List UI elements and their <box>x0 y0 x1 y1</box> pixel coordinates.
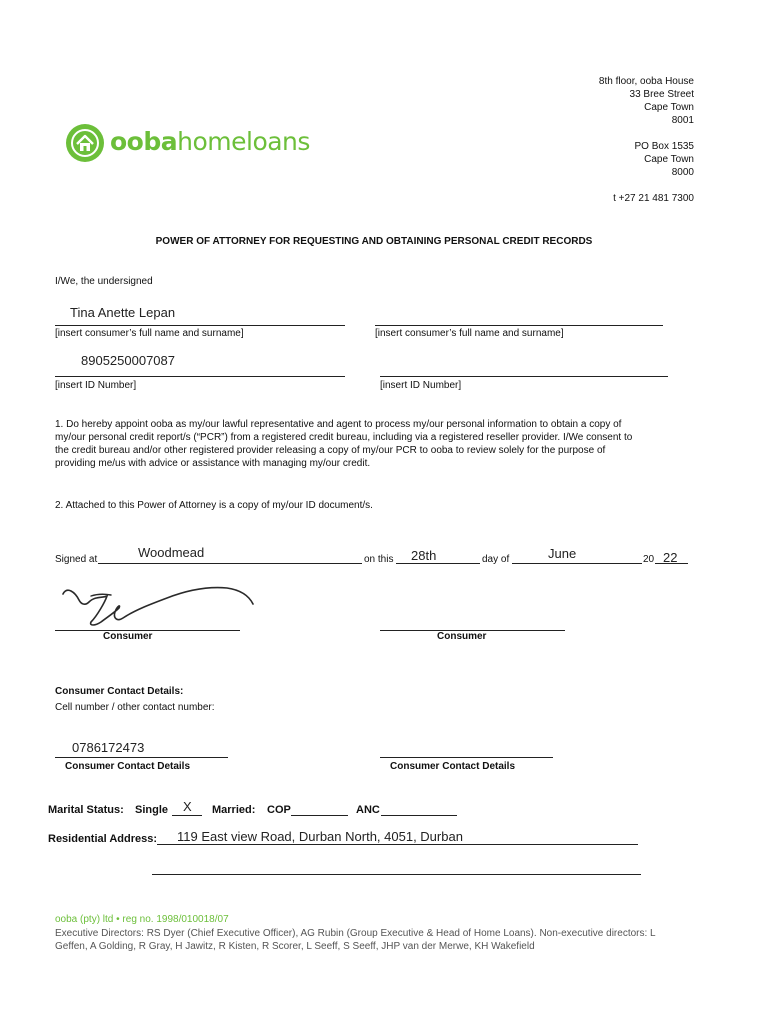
house-icon <box>66 124 104 162</box>
footer-company: ooba (pty) ltd • reg no. 1998/010018/07 <box>55 914 229 925</box>
cop-line <box>291 815 348 816</box>
married-label: Married: <box>212 804 256 816</box>
clause-1-line: providing me/us with advice or assistance with managing my/our credit. <box>55 458 371 469</box>
consumer2-id-line <box>380 376 668 377</box>
residential-label: Residential Address: <box>48 833 158 845</box>
clause-1-line: the credit bureau and/or other registered provider releasing a copy of my/our PCR to ooba to review solely for the purpose of <box>55 445 606 456</box>
signed-at-value: Woodmead <box>138 545 205 560</box>
logo-mark <box>66 124 104 162</box>
month-line <box>512 563 642 564</box>
footer-directors-line: Geffen, A Golding, R Gray, H Jawitz, R Kisten, R Scorer, L Seeff, S Seeff, JHP van der Merwe, KH Wakefield <box>55 941 535 952</box>
footer-directors <box>55 927 745 953</box>
contact-heading: Consumer Contact Details: <box>55 686 184 697</box>
single-label: Single <box>135 804 169 816</box>
logo-wordmark: oobahomeloans <box>110 127 310 156</box>
contact1-number: 0786172473 <box>72 740 145 755</box>
contact1-caption: Consumer Contact Details <box>65 761 191 772</box>
consumer1-name-line <box>55 325 345 326</box>
day-line <box>396 563 480 564</box>
address-line: 8th floor, ooba House <box>598 76 694 87</box>
residential-value: 119 East view Road, Durban North, 4051, Durban <box>177 829 463 844</box>
cop-label: COP <box>267 804 291 816</box>
address-block <box>474 75 694 205</box>
consumer1-signature-caption: Consumer <box>103 631 153 642</box>
undersigned-label: I/We, the undersigned <box>55 276 153 287</box>
contact2-line <box>380 757 553 758</box>
signed-at-line <box>98 563 362 564</box>
consumer2-name-line <box>375 325 663 326</box>
consumer1-id-value: 8905250007087 <box>81 353 175 368</box>
signature-image <box>55 582 265 637</box>
contact-sub-label: Cell number / other contact number: <box>55 702 215 713</box>
on-this-label: on this <box>364 554 394 565</box>
consumer2-id-caption: [insert ID Number] <box>380 380 462 391</box>
consumer2-name-caption: [insert consumer’s full name and surname] <box>375 328 564 339</box>
address-line: 8000 <box>671 167 694 178</box>
contact1-line <box>55 757 228 758</box>
address-line: Cape Town <box>644 102 694 113</box>
residential-line-1 <box>157 844 638 845</box>
clause-2: 2. Attached to this Power of Attorney is a copy of my/our ID document/s. <box>55 500 373 511</box>
single-line <box>172 815 202 816</box>
anc-label: ANC <box>356 804 380 816</box>
marital-label: Marital Status: <box>48 804 124 816</box>
clause-1-line: my/our personal credit report/s (“PCR”) from a registered credit bureau, including via a registered reseller provider. I/We consent to <box>55 432 633 443</box>
contact2-caption: Consumer Contact Details <box>390 761 516 772</box>
address-line: PO Box 1535 <box>634 141 694 152</box>
anc-line <box>381 815 457 816</box>
consumer1-id-line <box>55 376 345 377</box>
address-line: Cape Town <box>644 154 694 165</box>
year-value: 22 <box>663 550 678 565</box>
residential-line-2 <box>152 874 641 875</box>
document-title: POWER OF ATTORNEY FOR REQUESTING AND OBTAINING PERSONAL CREDIT RECORDS <box>155 236 593 247</box>
day-of-label: day of <box>482 554 510 565</box>
single-mark: X <box>183 799 192 814</box>
address-line: 8001 <box>671 115 694 126</box>
address-line: 33 Bree Street <box>629 89 694 100</box>
consumer1-id-caption: [insert ID Number] <box>55 380 137 391</box>
consumer1-name-caption: [insert consumer’s full name and surname] <box>55 328 244 339</box>
clause-1 <box>55 418 735 470</box>
clause-1-line: 1. Do hereby appoint ooba as my/our lawful representative and agent to process my/our personal information to obtain a copy of <box>55 419 622 430</box>
year-prefix: 20 <box>643 554 655 565</box>
consumer2-signature-caption: Consumer <box>437 631 487 642</box>
consumer1-name-value: Tina Anette Lepan <box>70 305 176 320</box>
footer-directors-line: Executive Directors: RS Dyer (Chief Executive Officer), AG Rubin (Group Executive & Head of Home Loans). Non-executive directors: L <box>55 928 656 939</box>
day-value: 28th <box>411 548 437 563</box>
month-value: June <box>548 546 577 561</box>
signed-at-label: Signed at <box>55 554 98 565</box>
phone-line: t +27 21 481 7300 <box>613 193 694 204</box>
